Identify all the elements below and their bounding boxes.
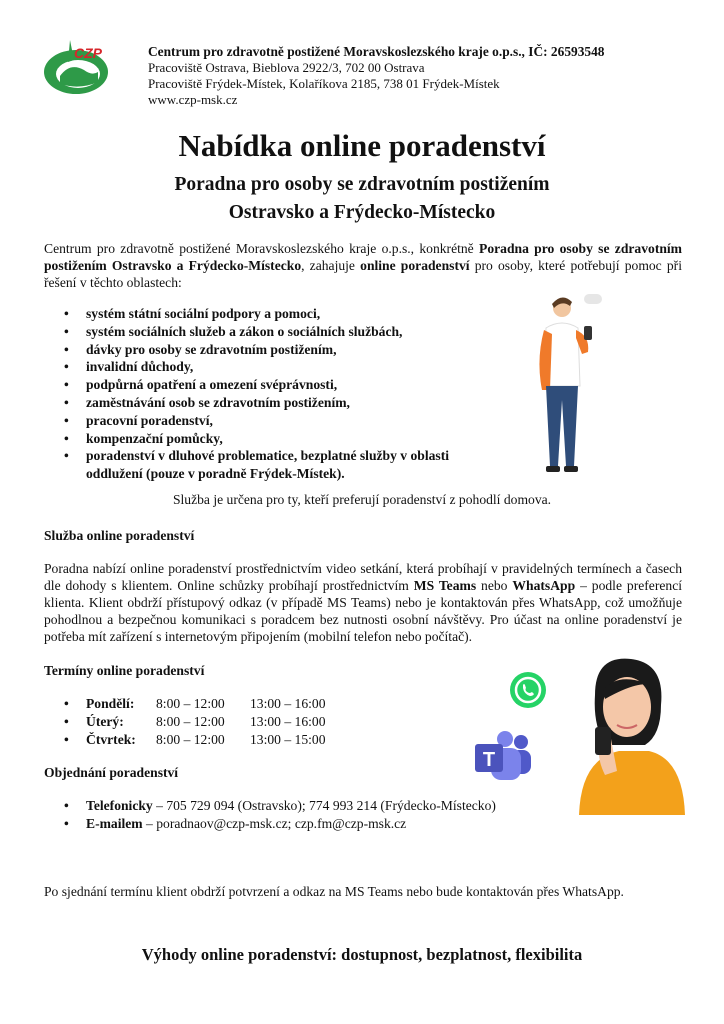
target-note: Služba je určena pro ty, kteří preferují poradenství z pohodlí domova.: [172, 492, 552, 507]
whatsapp-icon: [508, 670, 548, 710]
confirmation-note: Po sjednání termínu klient obdrží potvrzení a odkaz na MS Teams nebo bude kontaktován přes WhatsApp.: [44, 884, 624, 899]
ms-teams-icon: [473, 730, 533, 784]
day-label: Pondělí:: [86, 696, 135, 711]
woman-with-phone-illustration: [565, 655, 685, 815]
afternoon-hours: 13:00 – 15:00: [250, 731, 326, 747]
list-item: • systém státní sociální podpory a pomoci,: [44, 305, 484, 323]
ordering-heading: Objednání poradenství: [44, 765, 179, 780]
intro-text-2: , zahajuje: [301, 258, 361, 273]
phone-contact: [44, 797, 496, 815]
list-item: • poradenství v dluhové problematice, bezplatné služby v oblasti oddlužení (pouze v poradně Frýdek-Místek).: [44, 447, 484, 483]
afternoon-hours: 13:00 – 16:00: [250, 696, 326, 711]
list-item: • zaměstnávání osob se zdravotním postižením,: [44, 394, 484, 412]
phone-numbers[interactable]: – 705 729 094 (Ostravsko); 774 993 214 (Frýdecko-Místecko): [152, 798, 496, 813]
subtitle-line1: Poradna pro osoby se zdravotním postižením: [174, 174, 550, 195]
schedule-heading: Termíny online poradenství: [44, 663, 205, 678]
morning-hours: 8:00 – 12:00: [156, 696, 225, 711]
service-text-3: – podle preferencí klienta. Klient obdrží přístupový odkaz (v případě MS Teams) nebo je kontaktován přes WhatsApp, což umožňuje pohodlnou a bezpečnou komunikaci s poradcem bez nutnosti osobní návštěvy. Pro účast na online poradenství je potřeba mít zařízení s internetovým připojením (mobilní telefon nebo počítač).: [44, 578, 683, 644]
schedule-row: [44, 713, 326, 731]
intro-bold-1: Poradna pro osoby se zdravotním postižením Ostravsko a Frýdecko-Místecko: [44, 241, 683, 273]
list-item: • systém sociálních služeb a zákon o sociálních službách,: [44, 323, 484, 341]
list-item: • pracovní poradenství,: [44, 412, 484, 430]
header-block: [148, 44, 605, 108]
intro-text-3: pro osoby, které potřebují pomoc při řešení v těchto oblastech:: [44, 258, 682, 290]
website-link[interactable]: www.czp-msk.cz: [148, 92, 238, 107]
benefits-footer: Výhody online poradenství: dostupnost, bezplatnost, flexibilita: [141, 945, 583, 964]
list-item: • invalidní důchody,: [44, 358, 484, 376]
day-name: Pondělí: [86, 696, 130, 711]
subtitle-line2: Ostravsko a Frýdecko-Místecko: [228, 202, 496, 223]
man-with-phone-illustration: [532, 290, 608, 478]
email-contact: [44, 815, 496, 833]
org-line: Centrum pro zdravotně postižené Moravskoslezského kraje o.p.s., IČ: 26593548: [148, 44, 605, 59]
morning-hours: 8:00 – 12:00: [156, 713, 225, 729]
email-addresses[interactable]: – poradnaov@czp-msk.cz; czp.fm@czp-msk.cz: [142, 815, 407, 831]
ms-teams-label: MS Teams: [413, 578, 477, 593]
address-ostrava: Pracoviště Ostrava, Bieblova 2922/3, 702 00 Ostrava: [148, 60, 425, 75]
email-label: E-mailem: [86, 815, 143, 831]
svg-text:T: T: [482, 749, 496, 771]
address-frydek: Pracoviště Frýdek-Místek, Kolaříkova 2185, 738 01 Frýdek-Místek: [148, 76, 500, 91]
schedule-row: [44, 731, 326, 749]
areas-list: [44, 305, 484, 483]
intro-bold-2: online poradenství: [360, 258, 470, 273]
service-paragraph: [44, 560, 682, 645]
list-item: • dávky pro osoby se zdravotním postižením,: [44, 341, 484, 359]
intro-paragraph: [44, 240, 682, 291]
intro-text-1: Centrum pro zdravotně postižené Moravskoslezského kraje o.p.s., konkrétně: [44, 241, 480, 256]
service-text-2: nebo: [476, 578, 513, 593]
day-name: Čtvrtek: [86, 731, 132, 747]
service-text-1: Poradna nabízí online poradenství prostřednictvím video setkání, která probíhají v pravidelných termínech a časech dle dohody s klientem. Online schůzky probíhají prostřednictvím: [44, 561, 682, 593]
day-name: Úterý: [86, 713, 120, 729]
day-label: Úterý:: [86, 713, 124, 729]
czp-logo: [40, 32, 116, 96]
list-item: • kompenzační pomůcky,: [44, 430, 484, 448]
logo-text: CZP: [74, 45, 102, 61]
schedule-row: [44, 695, 326, 713]
afternoon-hours: 13:00 – 16:00: [250, 713, 326, 729]
list-item: • podpůrná opatření a omezení svéprávnosti,: [44, 376, 484, 394]
phone-label: Telefonicky: [86, 798, 153, 813]
whatsapp-label: WhatsApp: [512, 578, 576, 593]
ordering-list: [44, 797, 496, 833]
day-label: Čtvrtek:: [86, 731, 136, 747]
schedule-list: [44, 695, 326, 748]
page-title: Nabídka online poradenství: [178, 128, 546, 163]
morning-hours: 8:00 – 12:00: [156, 731, 225, 747]
service-heading: Služba online poradenství: [44, 528, 195, 543]
